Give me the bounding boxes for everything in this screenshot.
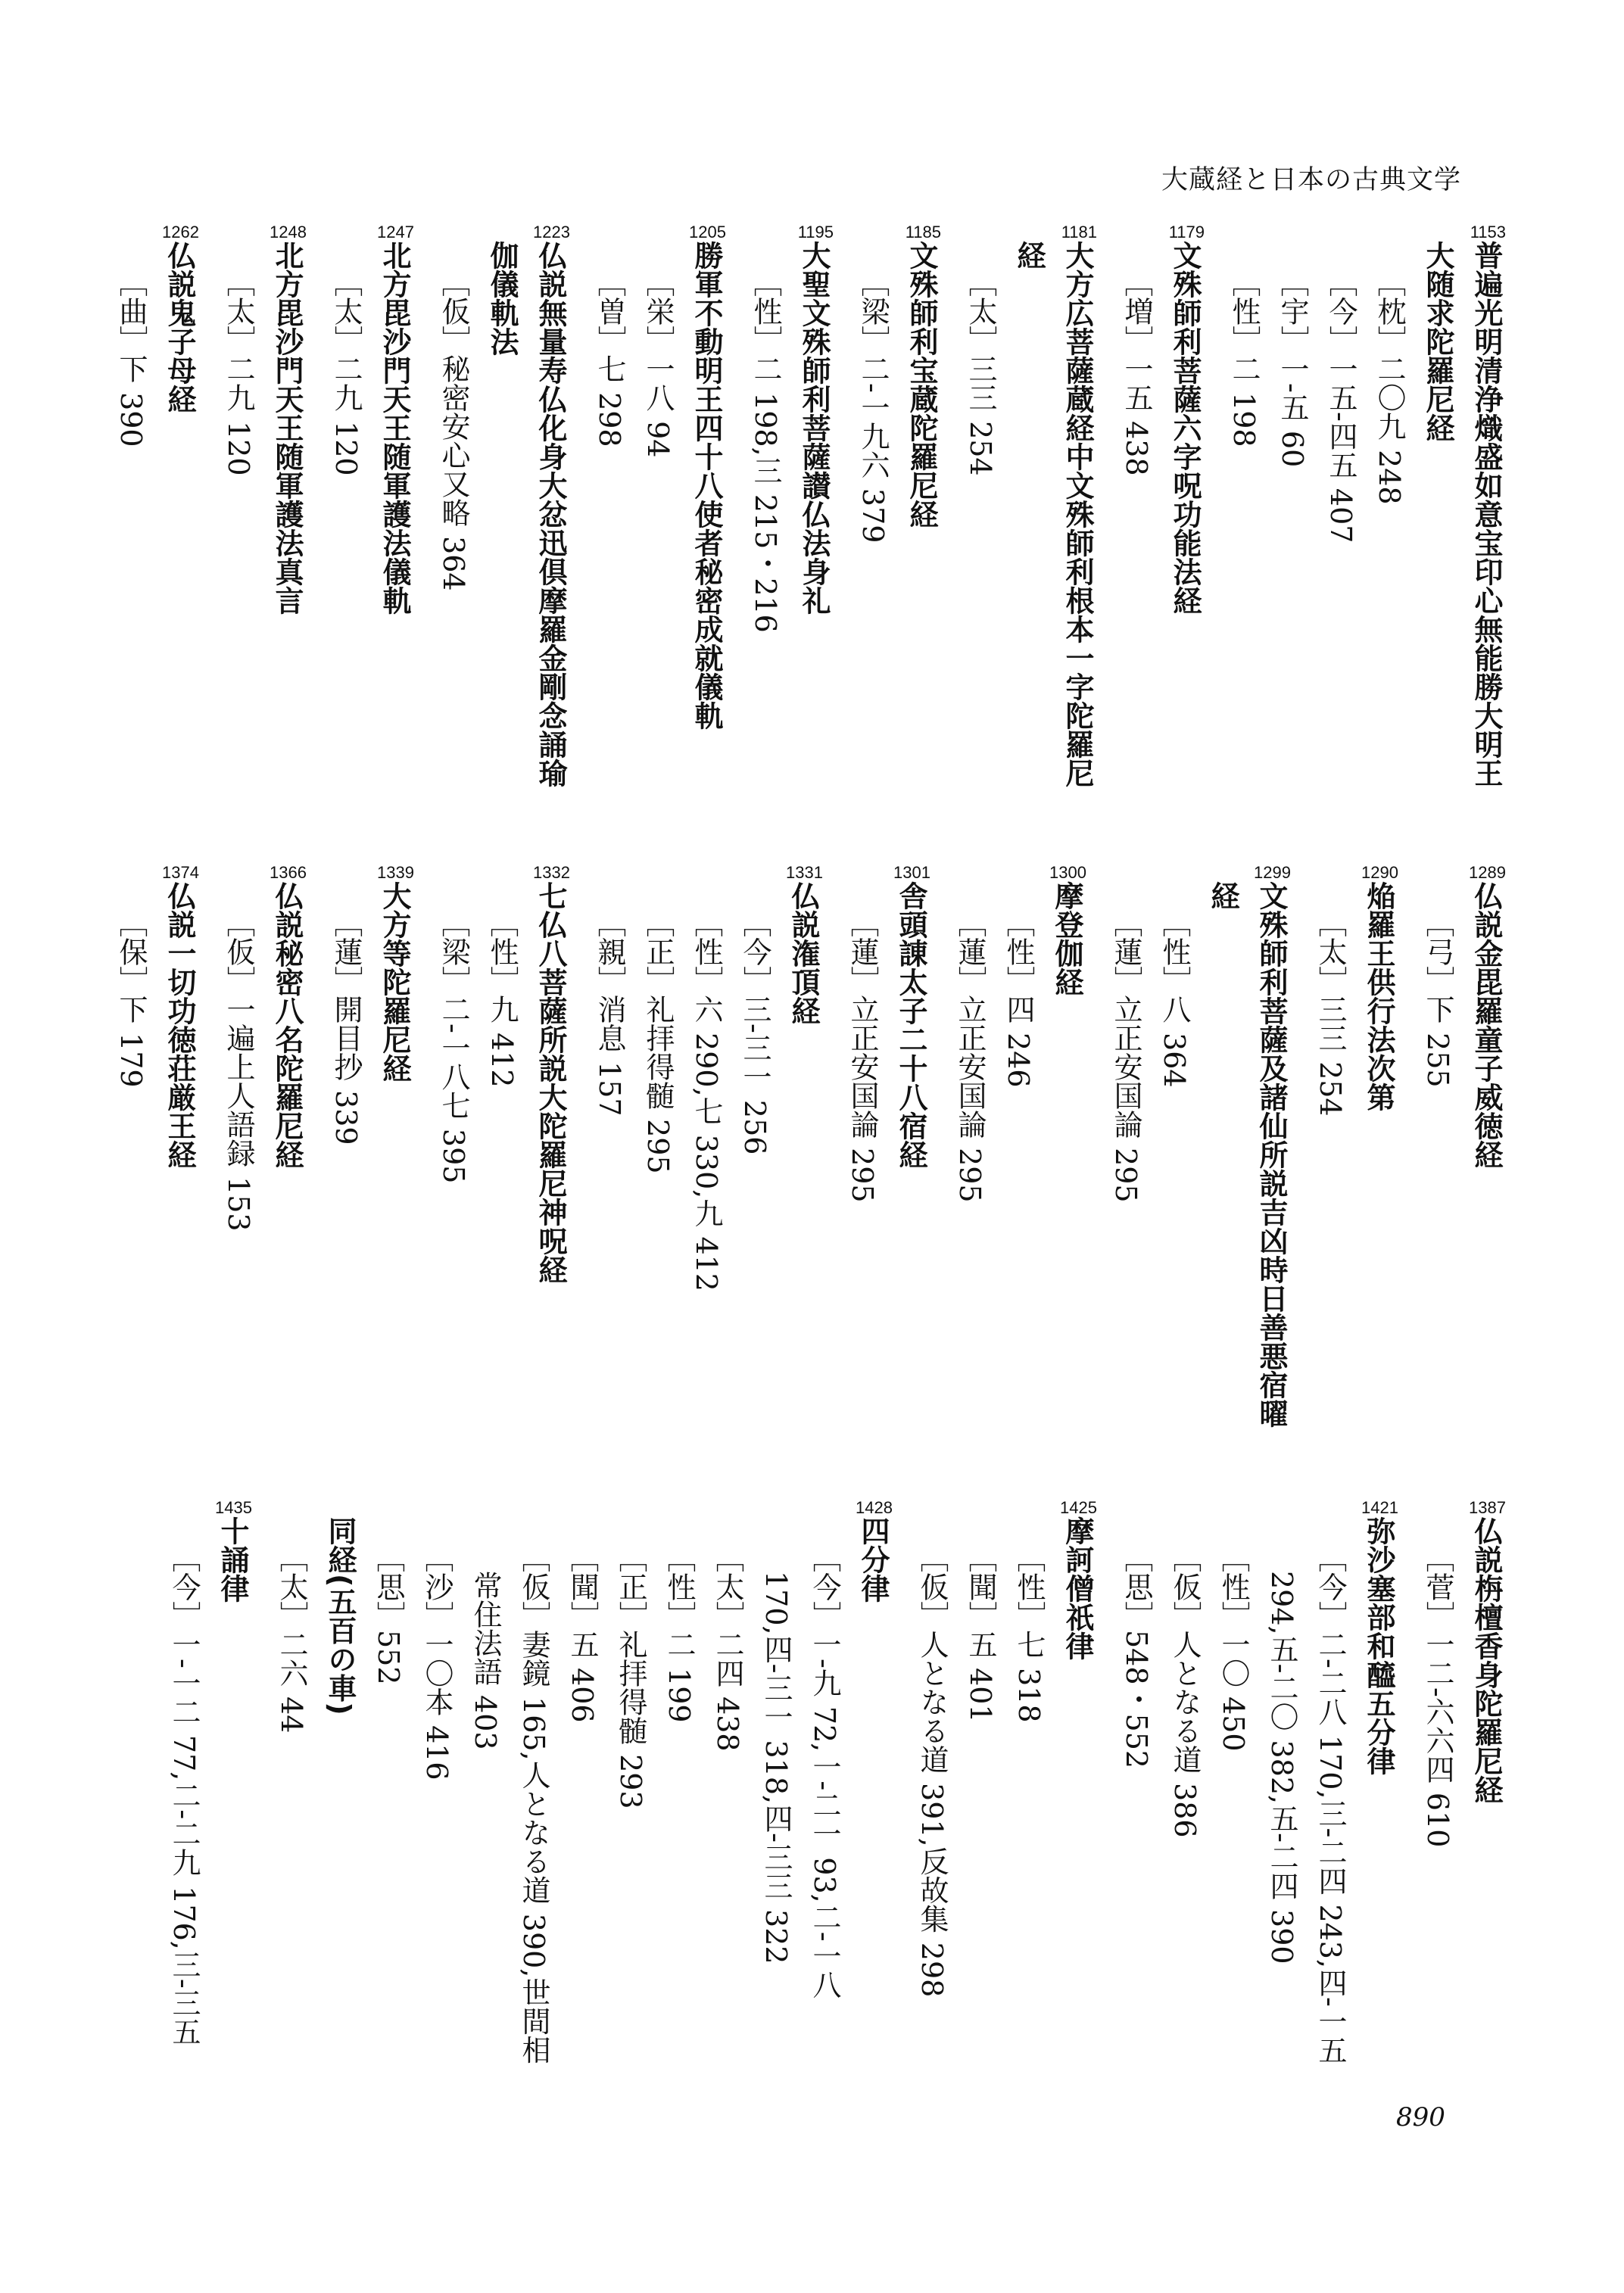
entry-reference-line: ［今］一-一二 77,二-二九 176,三-三五 bbox=[167, 1544, 201, 2046]
entry-reference-line: ［性］二 198,三 215・216 bbox=[749, 268, 782, 633]
entry-title-line: 仏説無量寿仏化身大忿迅倶摩羅金剛念誦瑜 bbox=[534, 241, 567, 787]
index-entry bbox=[267, 1498, 897, 2064]
entry-title-line: 仏説鬼子母経 bbox=[163, 241, 196, 413]
entry-reference-line: ［仮］人となる道 391,反故集 298 bbox=[915, 1544, 949, 1998]
entry-number: 1339 bbox=[377, 863, 414, 882]
index-entry bbox=[1306, 863, 1403, 1351]
entry-number: 1205 bbox=[689, 223, 726, 241]
index-entry bbox=[160, 1498, 257, 2061]
entry-reference-line: 294,五-二〇 382,五-二四 390 bbox=[1265, 1571, 1298, 1964]
index-entry bbox=[1102, 863, 1295, 1428]
entry-reference-line: ［曽］七 298 bbox=[593, 268, 626, 447]
entry-reference-line: ［仮］人となる道 386 bbox=[1168, 1544, 1202, 1838]
entry-reference-line: ［仮］一遍上人語録 153 bbox=[222, 908, 255, 1232]
entry-reference-line: ［性］二 198 bbox=[1227, 268, 1261, 447]
index-entry bbox=[107, 863, 204, 1351]
entry-number: 1195 bbox=[797, 223, 834, 241]
entry-reference-line: ［親］消息 157 bbox=[593, 908, 626, 1117]
entry-reference-line: ［保］下 179 bbox=[114, 908, 148, 1088]
entry-title-line: 七仏八菩薩所説大陀羅尼神呪経 bbox=[534, 881, 567, 1284]
entry-reference-line: ［沙］一〇本 416 bbox=[420, 1544, 454, 1781]
index-entry bbox=[585, 863, 828, 1351]
entry-number: 1300 bbox=[1049, 863, 1086, 882]
entry-reference-line: ［正］礼拝得髄 295 bbox=[641, 908, 675, 1174]
entry-reference-line: ［太］二九 120 bbox=[329, 268, 363, 476]
entry-reference-line: ［曲］下 390 bbox=[114, 268, 148, 447]
entry-number: 1248 bbox=[270, 223, 307, 241]
entry-reference-line: ［仮］秘密安心又略 364 bbox=[437, 268, 470, 591]
entry-number: 1428 bbox=[856, 1498, 893, 1517]
entry-reference-line: ［今］三-三一 256 bbox=[738, 908, 771, 1155]
entry-number: 1387 bbox=[1469, 1498, 1506, 1517]
entry-reference-line: ［仮］妻鏡 165,人となる道 390,世間相 bbox=[517, 1544, 550, 2064]
entry-title-line: 摩訶僧祇律 bbox=[1061, 1516, 1094, 1660]
entry-reference-line: ［菅］一二-六六四 610 bbox=[1421, 1544, 1454, 1848]
entry-title-line: 普遍光明清浄熾盛如意宝印心無能勝大明王 bbox=[1470, 241, 1503, 787]
entry-number: 1299 bbox=[1254, 863, 1291, 882]
entry-number: 1290 bbox=[1361, 863, 1398, 882]
entry-reference-line: ［蓮］立正安国論 295 bbox=[953, 908, 987, 1203]
entry-title-line: 四分律 bbox=[856, 1516, 890, 1603]
entry-title-line: 仏説潅頂経 bbox=[787, 881, 820, 1025]
entry-title-line: 仏説栴檀香身陀羅尼経 bbox=[1470, 1516, 1503, 1804]
entry-reference-line: ［梁］二-一八七 395 bbox=[437, 908, 470, 1184]
entry-title-line: 大方広菩薩蔵経中文殊師利根本一字陀羅尼 bbox=[1061, 241, 1094, 787]
entry-reference-line: ［今］一五-四五 407 bbox=[1324, 268, 1357, 544]
entry-reference-line: ［太］三三 254 bbox=[964, 268, 997, 476]
entry-title-line: 同経(五百の車) bbox=[323, 1516, 357, 1715]
entry-reference-line: 170,四-三一 318,四-三三 322 bbox=[759, 1571, 793, 1964]
entry-reference-line: ［蓮］立正安国論 295 bbox=[1109, 908, 1142, 1203]
index-entry bbox=[429, 863, 575, 1351]
entry-number: 1223 bbox=[533, 223, 570, 241]
entry-reference-line: ［思］548・552 bbox=[1120, 1544, 1153, 1769]
entry-number: 1247 bbox=[377, 223, 414, 241]
entry-number: 1301 bbox=[893, 863, 930, 882]
entry-title-line: 経 bbox=[1012, 241, 1046, 269]
entry-reference-line: ［正］礼拝得髄 293 bbox=[614, 1544, 647, 1809]
entry-reference-line: ［思］552 bbox=[372, 1544, 405, 1685]
index-entry bbox=[214, 863, 311, 1351]
entry-reference-line: ［太］二四 438 bbox=[711, 1544, 744, 1752]
entry-reference-line: ［太］二六 44 bbox=[275, 1544, 308, 1734]
entry-number: 1179 bbox=[1168, 223, 1205, 241]
entry-title-line: 焔羅王供行法次第 bbox=[1362, 881, 1395, 1111]
entry-title-line: 文殊師利宝蔵陀羅尼経 bbox=[905, 241, 938, 528]
entry-title-line: 北方毘沙門天王随軍護法儀軌 bbox=[378, 241, 411, 615]
entry-title-line: 摩登伽経 bbox=[1050, 881, 1083, 996]
entry-title-line: 北方毘沙門天王随軍護法真言 bbox=[270, 241, 304, 615]
entry-reference-line: ［今］二-二八 170,三-二四 243,四-一五 bbox=[1314, 1544, 1347, 2064]
entry-reference-line: ［性］六 290,七 330,九 412 bbox=[690, 908, 723, 1291]
entry-number: 1366 bbox=[270, 863, 307, 882]
entry-number: 1153 bbox=[1470, 223, 1506, 241]
index-tier-middle bbox=[114, 863, 1510, 1428]
entry-reference-line: ［性］九 412 bbox=[485, 908, 519, 1088]
entry-number: 1435 bbox=[215, 1498, 252, 1517]
index-entry bbox=[1112, 1498, 1403, 2064]
entry-number: 1331 bbox=[786, 863, 823, 882]
entry-reference-line: ［性］七 318 bbox=[1012, 1544, 1046, 1723]
entry-reference-line: ［太］三三 254 bbox=[1314, 908, 1347, 1117]
entry-title-line: 伽儀軌法 bbox=[485, 241, 519, 356]
entry-number: 1262 bbox=[162, 223, 199, 241]
entry-number: 1289 bbox=[1469, 863, 1506, 882]
entry-title-line: 十誦律 bbox=[216, 1516, 249, 1603]
entry-reference-line: ［性］四 246 bbox=[1002, 908, 1035, 1088]
entry-reference-line: ［増］一五 438 bbox=[1120, 268, 1153, 476]
entry-title-line: 文殊師利菩薩及諸仙所説吉凶時日善悪宿曜 bbox=[1255, 881, 1288, 1428]
entry-reference-line: ［性］八 364 bbox=[1158, 908, 1191, 1088]
entry-title-line: 大随求陀羅尼経 bbox=[1421, 241, 1454, 442]
entry-title-line: 経 bbox=[1206, 881, 1239, 910]
index-entry bbox=[1414, 1498, 1510, 2061]
entry-reference-line: ［太］二九 120 bbox=[222, 268, 255, 476]
entry-reference-line: ［栄］一八 94 bbox=[641, 268, 675, 458]
entry-reference-line: ［梁］二-一九六 379 bbox=[856, 268, 890, 544]
entry-reference-line: ［今］一-九 72,一-二一 93,二-一八 bbox=[808, 1544, 841, 1999]
running-header: 大蔵経と日本の古典文学 bbox=[1161, 165, 1461, 195]
entry-reference-line: ［聞］五 401 bbox=[964, 1544, 997, 1723]
entry-title-line: 大方等陀羅尼経 bbox=[378, 881, 411, 1083]
index-entry bbox=[908, 1498, 1102, 2061]
entry-title-line: 舎頭諌太子二十八宿経 bbox=[894, 881, 927, 1169]
entry-reference-line: ［蓮］立正安国論 295 bbox=[846, 908, 879, 1203]
index-entry bbox=[322, 863, 419, 1351]
entry-reference-line: ［蓮］開目抄 339 bbox=[329, 908, 363, 1145]
entry-reference-line: 常住法語 403 bbox=[469, 1571, 502, 1750]
index-entry bbox=[946, 863, 1091, 1351]
entry-reference-line: ［性］一〇 450 bbox=[1217, 1544, 1250, 1752]
page-number: 890 bbox=[1396, 2102, 1445, 2133]
entry-title-line: 弥沙塞部和醯五分律 bbox=[1362, 1516, 1395, 1775]
entry-reference-line: ［性］二 199 bbox=[662, 1544, 696, 1723]
index-entry bbox=[838, 863, 935, 1351]
entry-number: 1332 bbox=[533, 863, 570, 882]
entry-reference-line: ［聞］五 406 bbox=[566, 1544, 599, 1723]
entry-title-line: 勝軍不動明王四十八使者秘密成就儀軌 bbox=[690, 241, 723, 730]
entry-number: 1425 bbox=[1060, 1498, 1097, 1517]
entry-title-line: 仏説金毘羅童子威徳経 bbox=[1470, 881, 1503, 1169]
entry-number: 1185 bbox=[905, 223, 941, 241]
entry-number: 1374 bbox=[162, 863, 199, 882]
entry-title-line: 文殊師利菩薩六字呪功能法経 bbox=[1168, 241, 1202, 615]
entry-title-line: 仏説秘密八名陀羅尼経 bbox=[270, 881, 304, 1169]
entry-reference-line: ［宇］一-五 60 bbox=[1276, 268, 1309, 468]
index-tier-bottom bbox=[167, 1498, 1510, 2064]
entry-number: 1181 bbox=[1061, 223, 1097, 241]
entry-reference-line: ［弓］下 255 bbox=[1421, 908, 1454, 1088]
entry-title-line: 仏説一切功徳荘厳王経 bbox=[163, 881, 196, 1169]
entry-reference-line: ［枕］二〇九 248 bbox=[1373, 268, 1406, 505]
entry-number: 1421 bbox=[1361, 1498, 1398, 1517]
index-entry bbox=[1414, 863, 1510, 1351]
entry-title-line: 大聖文殊師利菩薩讃仏法身礼 bbox=[797, 241, 831, 615]
